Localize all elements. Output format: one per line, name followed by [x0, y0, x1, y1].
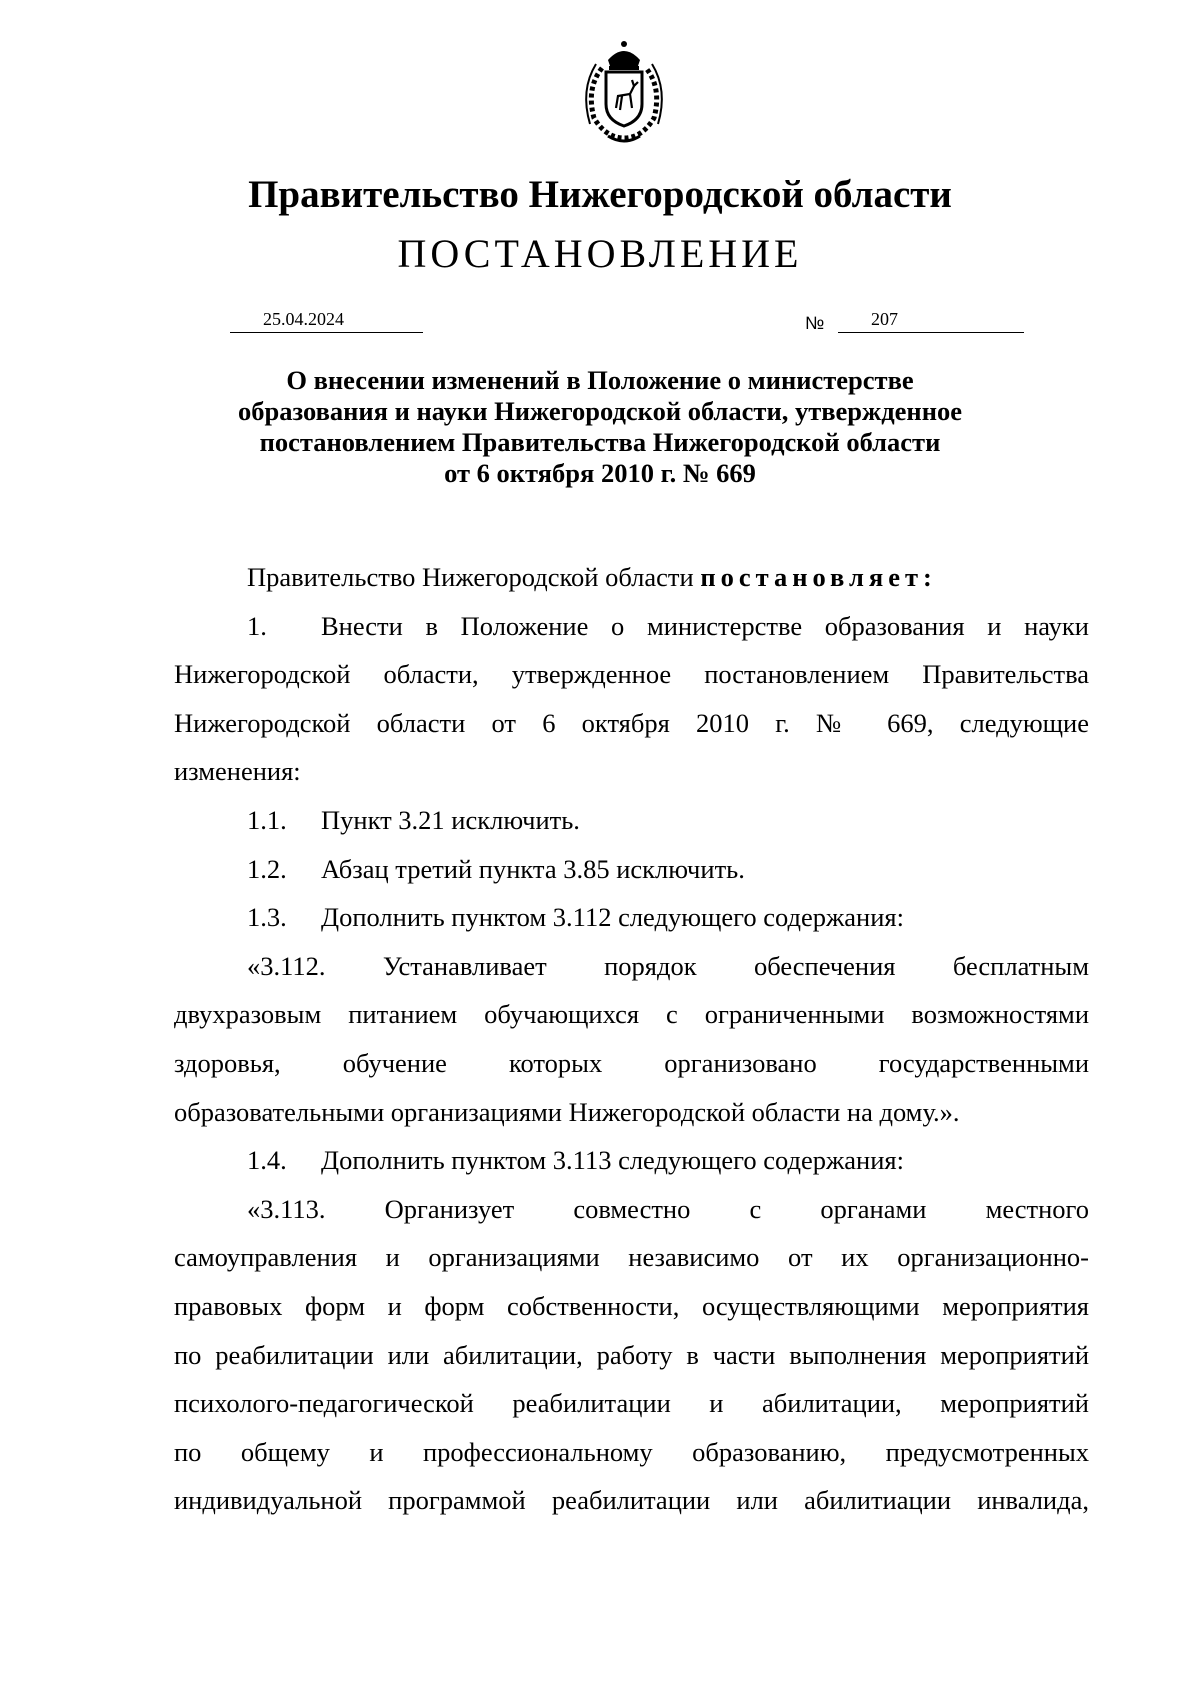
line-text: Дополнить пунктом 3.113 следующего содержания: — [321, 1145, 904, 1176]
line-text: «3.113. Организует совместно с органами местного — [247, 1193, 1089, 1224]
government-title: Правительство Нижегородской области — [248, 173, 952, 216]
body-line — [174, 1428, 1089, 1477]
line-text: изменения: — [174, 756, 301, 787]
line-text: Пункт 3.21 исключить. — [321, 804, 580, 835]
decree-date: 25.04.2024 — [230, 309, 423, 333]
body-line — [174, 990, 1089, 1039]
subject-line: О внесении изменений в Положение о министерстве — [286, 365, 914, 395]
line-text: Нижегородской области, утвержденное постановлением Правительства — [174, 659, 1089, 690]
decree-body — [174, 553, 1089, 1525]
body-line — [174, 942, 1089, 991]
document-type: ПОСТАНОВЛЕНИЕ — [397, 231, 803, 276]
subject-line: постановлением Правительства Нижегородской области — [259, 427, 941, 457]
item-number: 1.2. — [247, 853, 287, 884]
line-text: здоровья, обучение которых организовано государственными — [174, 1047, 1089, 1078]
line-text: по общему и профессиональному образованию, предусмотренных — [174, 1436, 1089, 1467]
line-text: образовательными организациями Нижегородской области на дому.». — [174, 1096, 960, 1127]
line-text: «3.112. Устанавливает порядок обеспечения бесплатным — [247, 950, 1089, 981]
body-line — [174, 893, 1089, 942]
item-number: 1. — [247, 610, 267, 641]
body-line — [174, 1088, 1089, 1137]
preamble-text: Правительство Нижегородской области — [247, 562, 701, 592]
line-text: Внести в Положение о министерстве образования и науки — [321, 610, 1089, 641]
body-line — [174, 1233, 1089, 1282]
number-label: № — [805, 313, 825, 333]
body-line — [174, 650, 1089, 699]
line-text: Нижегородской области от 6 октября 2010 г. № 669, следующие — [174, 707, 1089, 738]
body-line — [174, 1476, 1089, 1525]
line-text: самоуправления и организациями независимо от их организационно- — [174, 1242, 1089, 1273]
item-number: 1.3. — [247, 902, 287, 933]
item-number: 1.1. — [247, 804, 287, 835]
line-text: индивидуальной программой реабилитации или абилитиации инвалида, — [174, 1485, 1089, 1516]
decree-subject — [0, 365, 1200, 489]
body-line — [174, 1379, 1089, 1428]
body-line — [174, 1282, 1089, 1331]
subject-line: образования и науки Нижегородской области, утвержденное — [238, 396, 962, 426]
line-text: правовых форм и форм собственности, осуществляющими мероприятия — [174, 1290, 1089, 1321]
preamble — [174, 553, 1089, 602]
line-text: Дополнить пунктом 3.112 следующего содержания: — [321, 902, 904, 933]
decides-word: постановляет: — [700, 562, 937, 592]
body-line — [174, 1185, 1089, 1234]
line-text: Абзац третий пункта 3.85 исключить. — [321, 853, 745, 884]
line-text: двухразовым питанием обучающихся с ограниченными возможностями — [174, 999, 1089, 1030]
body-line — [174, 1039, 1089, 1088]
body-line — [174, 699, 1089, 748]
decree-number: 207 — [838, 309, 1024, 333]
coat-of-arms-icon — [572, 38, 676, 146]
body-line — [174, 796, 1089, 845]
item-number: 1.4. — [247, 1145, 287, 1176]
line-text: по реабилитации или абилитации, работу в части выполнения мероприятий — [174, 1339, 1089, 1370]
body-line — [174, 747, 1089, 796]
body-line — [174, 845, 1089, 894]
subject-line: от 6 октября 2010 г. № 669 — [444, 458, 756, 488]
body-line — [174, 602, 1089, 651]
body-line — [174, 1331, 1089, 1380]
line-text: психолого-педагогической реабилитации и абилитации, мероприятий — [174, 1388, 1089, 1419]
body-line — [174, 1136, 1089, 1185]
